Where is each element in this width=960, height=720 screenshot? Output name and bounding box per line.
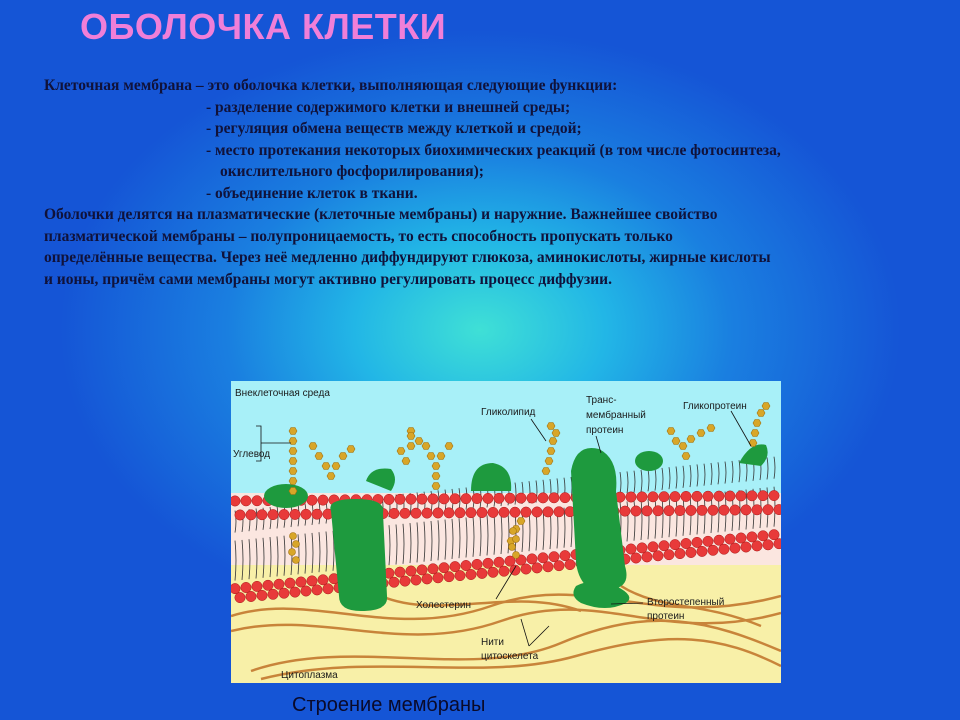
function-item: - объединение клеток в ткани.	[206, 184, 418, 202]
slide-title: ОБОЛОЧКА КЛЕТКИ	[80, 6, 447, 47]
figure-caption: Строение мембраны	[292, 694, 486, 716]
label-peripheral-1: Второстепенный	[647, 597, 725, 608]
label-cytoskeleton-2: цитоскелета	[481, 651, 539, 662]
function-item: - регуляция обмена веществ между клеткой и средой;	[206, 120, 582, 137]
label-glycoprotein: Гликопротеин	[683, 401, 747, 412]
function-item-continuation: окислительного фосфорилирования);	[220, 163, 484, 180]
label-cytoplasm: Цитоплазма	[281, 670, 338, 681]
slide-text	[44, 75, 934, 290]
surface-protein	[635, 451, 663, 471]
label-transmembrane-1: Транс-	[586, 395, 617, 406]
paragraph-line: плазматической мембраны – полупроницаемость, то есть способность пропускать только	[44, 227, 673, 245]
paragraph-line: Оболочки делятся на плазматические (клеточные мембраны) и наружние. Важнейшее свойство	[44, 206, 718, 223]
label-carbohydrate: Углевод	[233, 449, 271, 460]
paragraph-line: определённые вещества. Через неё медленно диффундируют глюкоза, аминокислоты, жирные кислоты	[44, 249, 771, 266]
label-transmembrane-3: протеин	[586, 425, 624, 436]
surface-protein	[264, 484, 308, 508]
label-peripheral-2: протеин	[647, 611, 685, 622]
membrane-diagram	[231, 381, 781, 683]
label-cholesterol: Холестерин	[416, 600, 471, 611]
function-item: - разделение содержимого клетки и внешней среды;	[206, 98, 571, 116]
function-item: - место протекания некоторых биохимических реакций (в том числе фотосинтеза,	[206, 141, 781, 159]
label-glycolipid: Гликолипид	[481, 407, 536, 418]
paragraph-line: и ионы, причём сами мембраны могут активно регулировать процесс диффузии.	[44, 270, 612, 288]
label-cytoskeleton-1: Нити	[481, 637, 504, 648]
label-transmembrane-2: мембранный	[586, 410, 646, 421]
intro-line: Клеточная мембрана – это оболочка клетки, выполняющая следующие функции:	[44, 77, 618, 94]
label-extracellular: Внеклеточная среда	[235, 388, 330, 399]
